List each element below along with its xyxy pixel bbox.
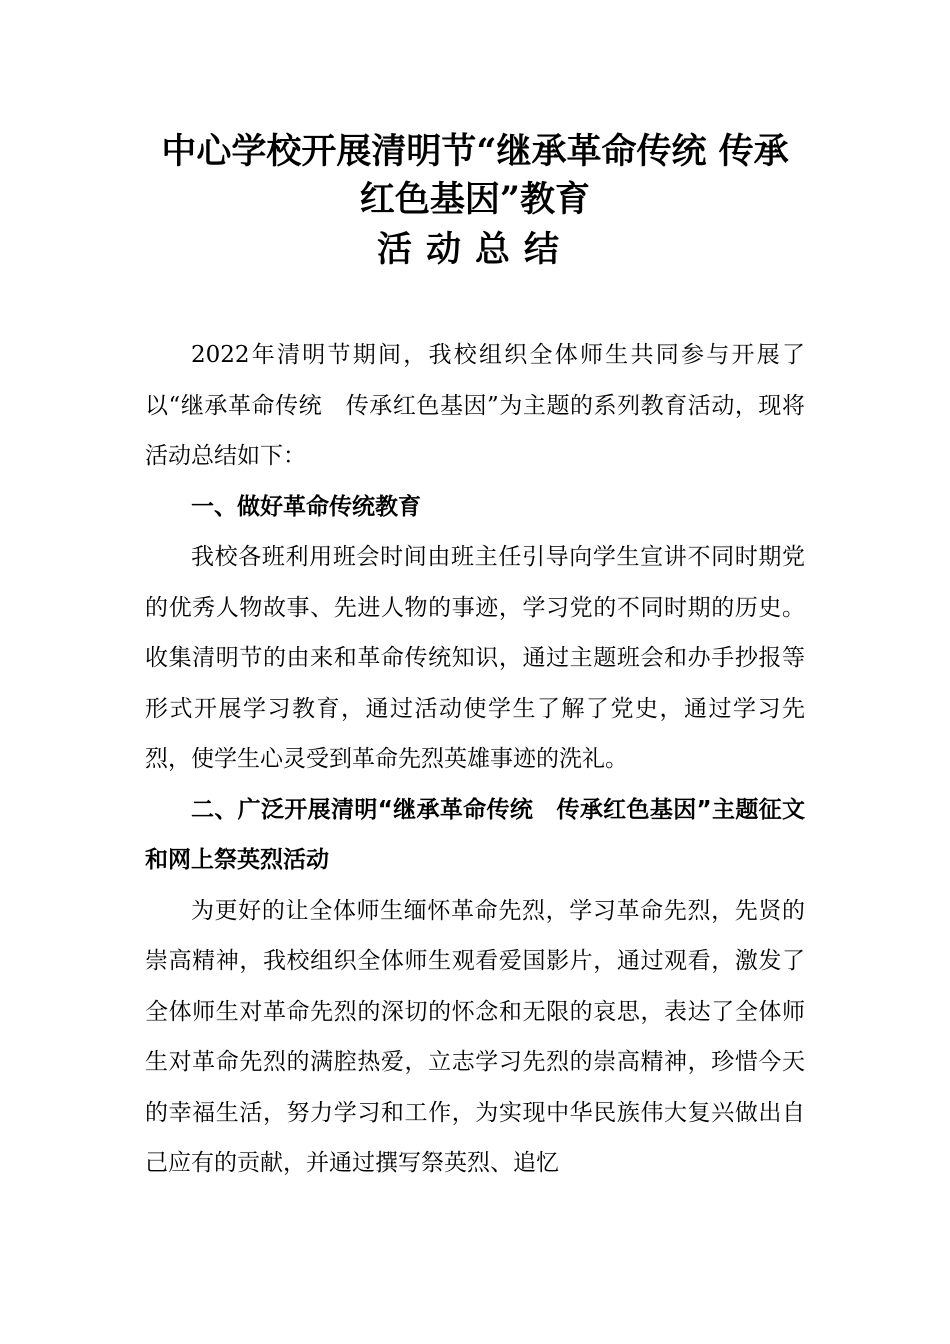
intro-paragraph: 2022年清明节期间，我校组织全体师生共同参与开展了以“继承革命传统 传承红色基因”为主题的系列教育活动，现将活动总结如下： (145, 342, 805, 469)
section-2-paragraph: 为更好的让全体师生缅怀革命先烈，学习革命先烈，先贤的崇高精神，我校组织全体师生观看爱国影片，通过观看，激发了全体师生对革命先烈的深切的怀念和无限的哀思，表达了全体师生对革命先烈的满腔热爱，立志学习先烈的崇高精神，珍惜今天的幸福生活，努力学习和工作，为实现中华民族伟大复兴做出自己应有的贡献，并通过撰写祭英烈、追忆 (145, 897, 805, 1176)
section-2-heading: 二、广泛开展清明“继承革命传统 传承红色基因”主题征文和网上祭英烈活动 (145, 796, 805, 873)
section-1-paragraph: 我校各班利用班会时间由班主任引导向学生宣讲不同时期党的优秀人物故事、先进人物的事迹，学习党的不同时期的历史。收集清明节的由来和革命传统知识，通过主题班会和办手抄报等形式开展学习教育，通过活动使学生了解了党史，通过学习先烈，使学生心灵受到革命先烈英雄事迹的洗礼。 (145, 544, 805, 772)
document-title-line-3: 活动总结 (376, 229, 573, 270)
document-body (145, 330, 805, 1189)
section-1-heading: 一、做好革命传统教育 (191, 493, 421, 520)
document-title-line-2: 红色基因”教育 (359, 179, 591, 220)
document-title-line-1: 中心学校开展清明节“继承革命传统 传承 (161, 131, 789, 172)
